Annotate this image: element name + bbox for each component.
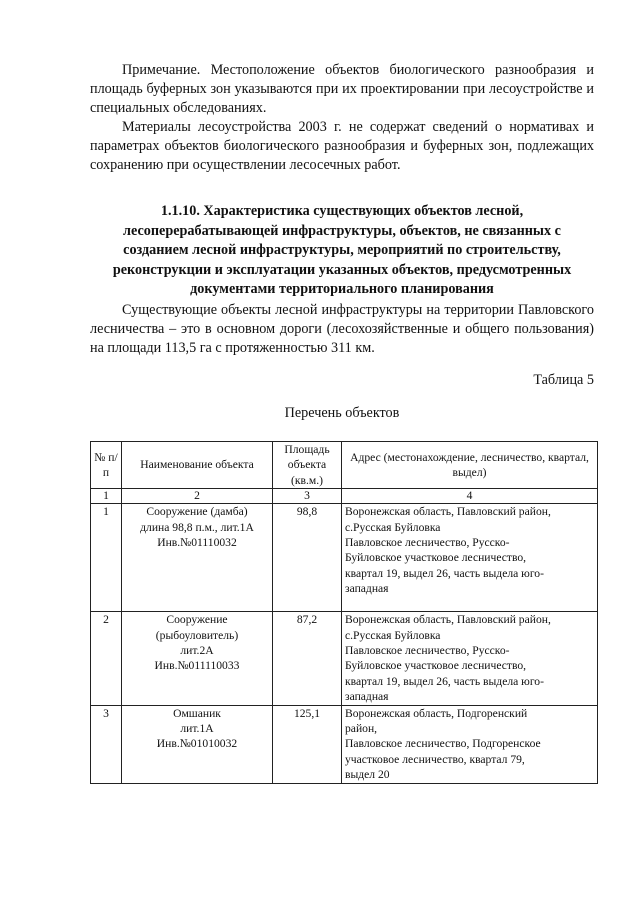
object-name-line: лит.2А — [180, 644, 214, 658]
object-address-line: Буйловское участковое лесничество, — [345, 659, 527, 673]
header-area: Площадь объекта (кв.м.) — [273, 442, 342, 489]
header-num: № п/п — [91, 442, 122, 489]
object-address-line: Воронежская область, Павловский район, — [345, 505, 551, 519]
object-address-line: западная — [345, 582, 389, 596]
column-number: 3 — [273, 489, 342, 504]
object-name — [122, 504, 273, 612]
column-number: 1 — [91, 489, 122, 504]
object-name-line: Сооружение — [166, 613, 228, 627]
object-name-line: Сооружение (дамба) — [146, 505, 248, 519]
object-name-line: (рыбоуловитель) — [155, 628, 239, 642]
table-header-row — [91, 442, 598, 489]
object-area: 98,8 — [273, 504, 342, 612]
column-number-row — [91, 489, 598, 504]
materials-paragraph: Материалы лесоустройства 2003 г. не содержат сведений о нормативах и параметрах объектов биологического разнообразия и буферных зон, подлежащих сохранению при осуществлении лесосечных работ. — [90, 119, 594, 174]
object-address-line: Воронежская область, Павловский район, — [345, 613, 551, 627]
row-number: 2 — [91, 612, 122, 705]
table-row — [91, 504, 598, 612]
object-name-line: Инв.№01010032 — [156, 737, 238, 751]
section-heading: 1.1.10. Характеристика существующих объектов лесной, лесоперерабатывающей инфраструктуры, объектов, не связанных с созданием лесной инфраструктуры, мероприятий по строительству, реконструкции и эксплуатации указанных объектов, предусмотренных документами территориального планирования — [112, 203, 572, 298]
object-address-line: квартал 19, выдел 26, часть выдела юго- — [345, 674, 544, 688]
infrastructure-paragraph: Существующие объекты лесной инфраструктуры на территории Павловского лесничества – это в основном дороги (лесохозяйственные и общего пользования) на площади 113,5 га с протяженностью 311 км. — [90, 302, 594, 357]
object-address-line: с.Русская Буйловка — [345, 520, 441, 534]
object-name — [122, 705, 273, 783]
column-number: 2 — [122, 489, 273, 504]
object-name-line: Омшаник — [173, 706, 221, 720]
row-number: 1 — [91, 504, 122, 612]
object-address-line: выдел 20 — [345, 768, 390, 782]
object-area: 87,2 — [273, 612, 342, 705]
row-number: 3 — [91, 705, 122, 783]
object-area: 125,1 — [273, 705, 342, 783]
object-name-line: длина 98,8 п.м., лит.1А — [140, 520, 254, 534]
objects-table — [90, 441, 598, 784]
table-row — [91, 705, 598, 783]
note-paragraph: Примечание. Местоположение объектов биологического разнообразия и площадь буферных зон указываются при их проектировании при лесоустройстве и специальных обследованиях. — [90, 62, 594, 117]
object-address-line: западная — [345, 690, 389, 704]
object-address-line: Воронежская область, Подгоренский — [345, 706, 528, 720]
table-caption: Перечень объектов — [284, 405, 400, 421]
object-address — [342, 504, 598, 612]
object-address-line: Павловское лесничество, Подгоренское — [345, 737, 541, 751]
header-name: Наименование объекта — [122, 442, 273, 489]
column-number: 4 — [342, 489, 598, 504]
header-address: Адрес (местонахождение, лесничество, квартал, выдел) — [342, 442, 598, 489]
object-name-line: Инв.№01110032 — [157, 536, 237, 550]
table-label: Таблица 5 — [533, 372, 594, 388]
object-address-line: Павловское лесничество, Русско- — [345, 536, 510, 550]
object-address — [342, 612, 598, 705]
object-address-line: участковое лесничество, квартал 79, — [345, 752, 525, 766]
object-address-line: Павловское лесничество, Русско- — [345, 644, 510, 658]
object-address-line: Буйловское участковое лесничество, — [345, 551, 527, 565]
object-address-line: квартал 19, выдел 26, часть выдела юго- — [345, 566, 544, 580]
object-name — [122, 612, 273, 705]
object-address — [342, 705, 598, 783]
table-row — [91, 612, 598, 705]
object-name-line: лит.1А — [180, 722, 214, 736]
object-name-line: Инв.№011110033 — [154, 659, 240, 673]
object-address-line: с.Русская Буйловка — [345, 628, 441, 642]
object-address-line: район, — [345, 722, 378, 736]
